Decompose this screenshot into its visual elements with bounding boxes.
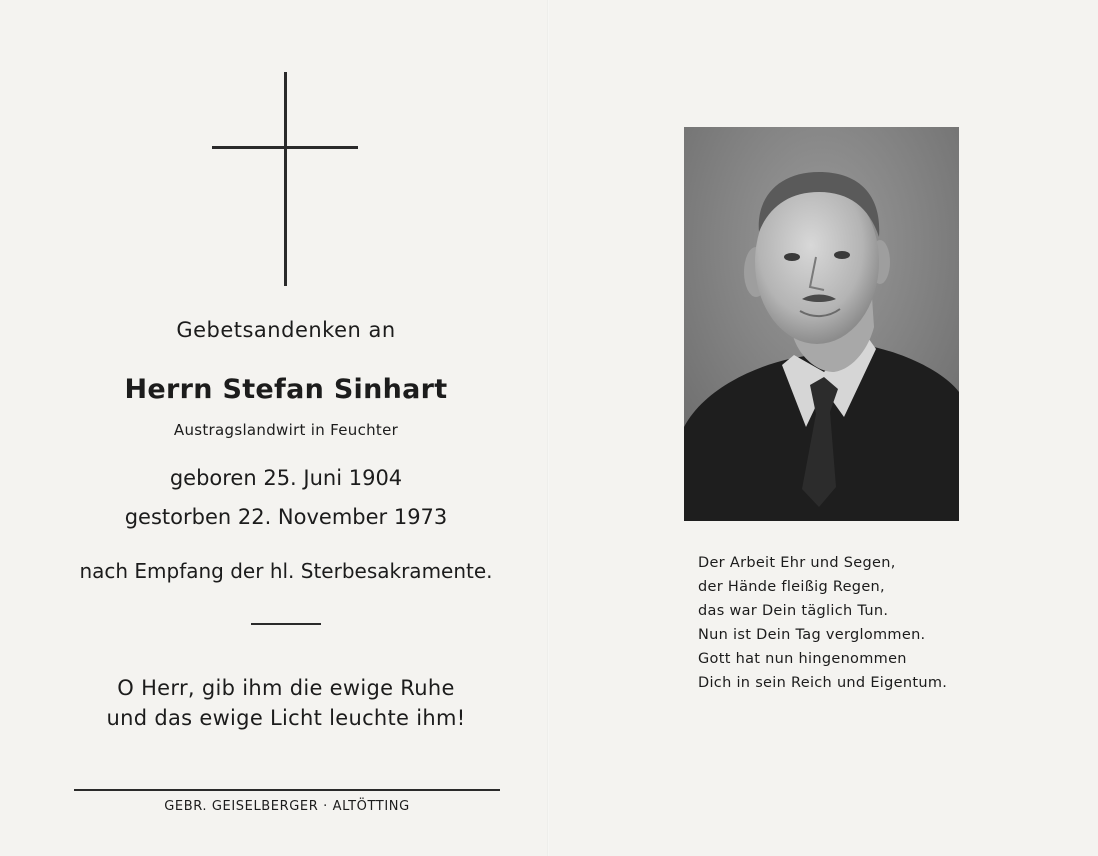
prayer-line-2: und das ewige Licht leuchte ihm! [106,706,466,730]
sacraments-text: nach Empfang der hl. Sterbesakramente. [79,559,493,583]
death-date: gestorben 22. November 1973 [124,505,448,529]
poem-line-3: das war Dein täglich Tun. [698,603,889,619]
poem-line-5: Gott hat nun hingenommen [698,651,907,667]
left-panel [0,0,548,856]
prayer-line-1: O Herr, gib ihm die ewige Ruhe [117,676,455,700]
birth-date: geboren 25. Juni 1904 [169,466,403,490]
divider-bottom [74,789,500,791]
poem [698,551,947,695]
printer-credit: GEBR. GEISELBERGER · ALTÖTTING [164,799,410,814]
cross-vertical-bar [284,72,287,286]
portrait-icon [684,127,959,521]
poem-line-2: der Hände fleißig Regen, [698,579,885,595]
portrait-photo [684,127,959,521]
poem-line-1: Der Arbeit Ehr und Segen, [698,555,896,571]
divider-short [251,623,321,625]
poem-line-4: Nun ist Dein Tag verglommen. [698,627,926,643]
occupation-text: Austragslandwirt in Feuchter [173,421,399,439]
cross-horizontal-bar [212,146,358,149]
deceased-name: Herrn Stefan Sinhart [124,374,448,405]
greeting-text: Gebetsandenken an [176,318,396,342]
cross-icon [212,72,358,286]
poem-line-6: Dich in sein Reich und Eigentum. [698,675,948,691]
